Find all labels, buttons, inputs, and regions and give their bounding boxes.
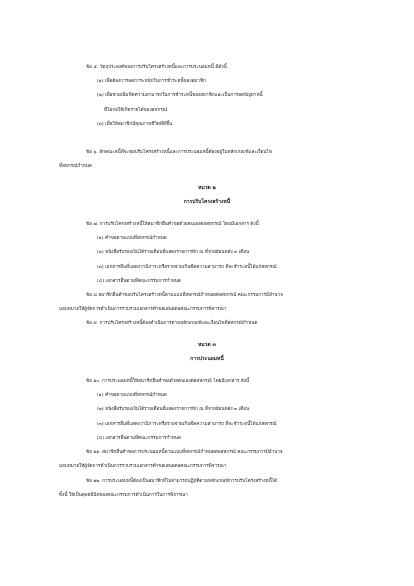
article-8-line-1: ข้อ ๘ สมาชิกยื่นคำขอปรับโครงสร้างหนี้ตามแบบที่สหกรณ์กำหนดต่อสหกรณ์ คณะกรรมการมีอำนาจ: [86, 293, 283, 298]
article-11-line-2: มอบหมายให้ผู้จัดการดำเนินการรวบรวมเอกสารคำขอเสนอต่อคณะกรรมการพิจารณา: [59, 464, 227, 469]
article-7-item-1: (๑) คำขอตามแบบที่สหกรณ์กำหนด: [97, 236, 167, 241]
article-10-item-1: (๑) คำขอตามแบบที่สหกรณ์กำหนด: [97, 393, 167, 398]
chapter-2-number: หมวด ๒: [198, 185, 216, 191]
chapter-3-number: หมวด ๓: [198, 342, 216, 348]
article-8-line-2: มอบหมายให้ผู้จัดการดำเนินการรวบรวมเอกสารคำขอเสนอต่อคณะกรรมการพิจารณา: [59, 307, 227, 312]
article-7-item-4: (๔) เอกสารอื่นตามที่คณะกรรมการกำหนด: [97, 279, 181, 284]
article-5-item-2-cont: ที่ไม่ก่อให้เกิดรายได้ของสหกรณ์: [104, 108, 168, 113]
article-10-heading: ข้อ ๑๐. การประนอมหนี้ให้สมาชิกยื่นคำขอด้วยตนเองต่อสหกรณ์ โดยมีเอกสาร ดังนี้: [86, 379, 250, 384]
article-5-item-1: (๑) เพื่อต้องการลดภาระหนักในการชำระหนี้ของสมาชิก: [97, 79, 206, 84]
article-10-item-3: (๓) เอกสารอื่นที่แสดงว่ามีภาระหรือรายจ่ายเกินขีดความสามารถ ที่จะชำระหนี้ได้แก่สหกรณ์: [97, 422, 277, 427]
article-6-line-1: ข้อ ๖. ลักษณะหนี้ที่จะขอปรับโครงสร้างหนี้และการประนอมหนี้ต้องอยู่ในหลักเกณฑ์และเงื่อนไข: [86, 150, 272, 155]
article-11-line-1: ข้อ ๑๑. สมาชิกยื่นคำขอการประนอมหนี้ตามแบบที่สหกรณ์กำหนดต่อสหกรณ์ คณะกรรมการมีอำนาจ: [86, 450, 283, 455]
article-7-item-3: (๓) เอกสารอื่นที่แสดงว่ามีภาระหรือรายจ่ายเกินขีดความสามารถ ที่จะชำระหนี้ได้แก่สหกรณ์: [97, 265, 277, 270]
article-10-item-2: (๒) หนังสือรับรองเงินได้รายเดือนที่แสดงรายการหัก ณ ที่จ่ายย้อนหลัง ๓ เดือน: [97, 407, 250, 412]
article-5-item-3: (๓) เพื่อให้สมาชิกมีคุณภาพชีวิตที่ดีขึ้น: [97, 122, 173, 127]
article-7-heading: ข้อ ๗. การปรับโครงสร้างหนี้ให้สมาชิกยื่นคำขอด้วยตนเองต่อสหกรณ์ โดยมีเอกสาร ดังนี้: [86, 222, 259, 227]
article-9-text: ข้อ ๙. การปรับโครงสร้างหนี้ต้องดำเนินการตามหลักเกณฑ์และเงื่อนไขที่สหกรณ์กำหนด: [86, 321, 258, 326]
article-5-heading: ข้อ ๕. วัตถุประสงค์ของการปรับโครงสร้างหนี้และการประนอมหนี้ มีดังนี้: [86, 65, 227, 70]
article-6-line-2: ที่สหกรณ์กำหนด: [59, 164, 92, 169]
article-12-line-1: ข้อ ๑๒. การประนอมหนี้ต้องเป็นสมาชิกที่ไม่สามารถปฏิบัติตามหลักเกณฑ์การปรับโครงสร้างหนี้ได้: [86, 479, 278, 484]
article-7-item-2: (๒) หนังสือรับรองเงินได้รายเดือนที่แสดงรายการหัก ณ ที่จ่ายย้อนหลัง ๓ เดือน: [97, 250, 250, 255]
article-10-item-4: (๔) เอกสารอื่นตามที่คณะกรรมการกำหนด: [97, 436, 181, 441]
article-12-line-2: ทั้งนี้ ให้เป็นดุลยพินิจของคณะกรรมการดำเนินการในการพิจารณา: [59, 493, 188, 498]
chapter-3-title: การประนอมหนี้: [190, 356, 224, 362]
chapter-2-title: การปรับโครงสร้างหนี้: [183, 199, 231, 205]
article-5-item-2: (๒) เพื่อช่วยเพิ่มขีดความสามารถในการชำระหนี้ของสมาชิกและเป็นการลดปัญหาหนี้: [97, 93, 263, 98]
